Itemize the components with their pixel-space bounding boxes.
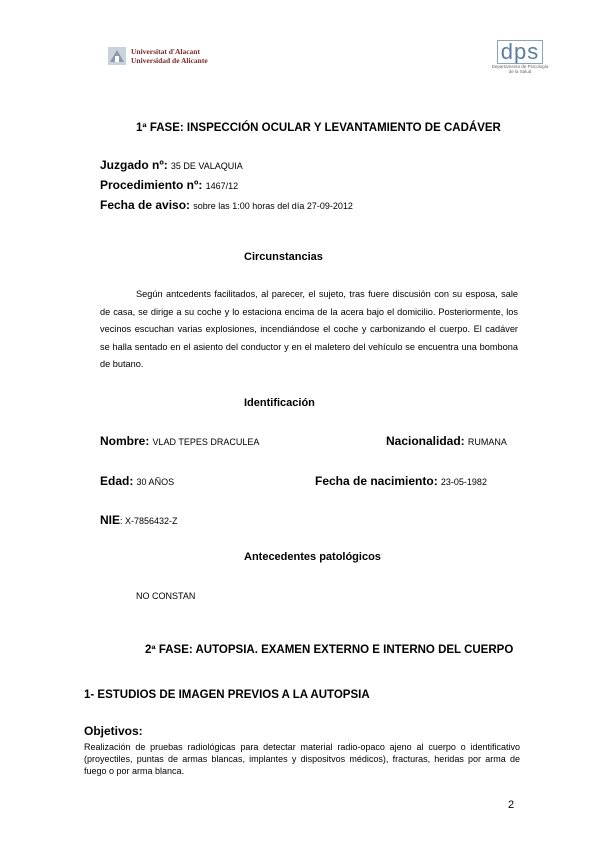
dps-subtitle: Departamento de Psicología de la Salud (491, 64, 549, 74)
antecedentes-title: Antecedentes patológicos (244, 551, 381, 563)
phase1-title: 1ª FASE: INSPECCIÓN OCULAR Y LEVANTAMIENTO DE CADÁVER (136, 122, 501, 134)
dps-logo (490, 40, 550, 74)
page-number: 2 (508, 799, 515, 811)
dps-logo-text: dps (497, 40, 543, 64)
nombre-label: Nombre: (100, 434, 150, 448)
circunstancias-text: Según antcedents facilitados, al parecer, el sujeto, tras fuere discusión con su esposa, sale de casa, se dirige a su coche y lo estaciona encima de la acera bajo el domicilio. Posteriormente, los vecinos escuchan varias explosiones, incendiándose el coche y carbonizando el cuerpo. El cadáver se halla sentado en el asiento del conductor y en el maletero del vehículo se encuentra una bombona de butano. (100, 289, 518, 369)
nie-row (100, 513, 178, 527)
nombre-row (100, 434, 259, 448)
aviso-row (100, 198, 353, 212)
university-line-1: Universitat d'Alacant (131, 47, 200, 56)
nombre-value: VLAD TEPES DRACULEA (152, 437, 260, 447)
procedimiento-label: Procedimiento nº: (100, 178, 203, 192)
juzgado-value: 35 DE VALAQUIA (170, 161, 243, 171)
edad-value: 30 AÑOS (136, 477, 175, 487)
identificacion-title: Identificación (244, 397, 315, 409)
objetivos-label: Objetivos: (84, 724, 143, 738)
nacimiento-row (315, 474, 487, 488)
aviso-label: Fecha de aviso: (100, 198, 191, 212)
university-line-2: Universidad de Alicante (131, 56, 208, 65)
objetivos-text: Realización de pruebas radiológicas para detectar material radio-opaco ajeno al cuerpo o identificativo (proyectiles, puntas de armas blancas, implantes y dispositvos médicos), fracturas, heridas por arma de fuego o por arma blanca. (84, 742, 520, 776)
phase2-title: 2ª FASE: AUTOPSIA. EXAMEN EXTERNO E INTERNO DEL CUERPO (145, 644, 514, 656)
edad-label: Edad: (100, 474, 134, 488)
procedimiento-value: 1467/12 (205, 181, 239, 191)
antecedentes-text: NO CONSTAN (136, 591, 196, 601)
nacimiento-value: 23-05-1982 (440, 477, 487, 487)
aviso-value: sobre las 1:00 horas del día 27-09-2012 (193, 201, 353, 211)
circunstancias-title: Circunstancias (244, 251, 323, 263)
nacimiento-label: Fecha de nacimiento: (315, 474, 438, 488)
juzgado-row (100, 158, 243, 172)
university-logo (107, 45, 208, 67)
nacionalidad-value: RUMANA (467, 437, 507, 447)
procedimiento-row (100, 178, 238, 192)
edad-row (100, 474, 174, 488)
juzgado-label: Juzgado nº: (100, 158, 168, 172)
nacionalidad-row (386, 434, 507, 448)
university-emblem-icon (107, 46, 127, 66)
estudios-title: 1- ESTUDIOS DE IMAGEN PREVIOS A LA AUTOPSIA (84, 689, 370, 701)
nacionalidad-label: Nacionalidad: (386, 434, 465, 448)
nie-label: NIE (100, 513, 121, 527)
nie-value: : X-7856432-Z (120, 516, 178, 526)
